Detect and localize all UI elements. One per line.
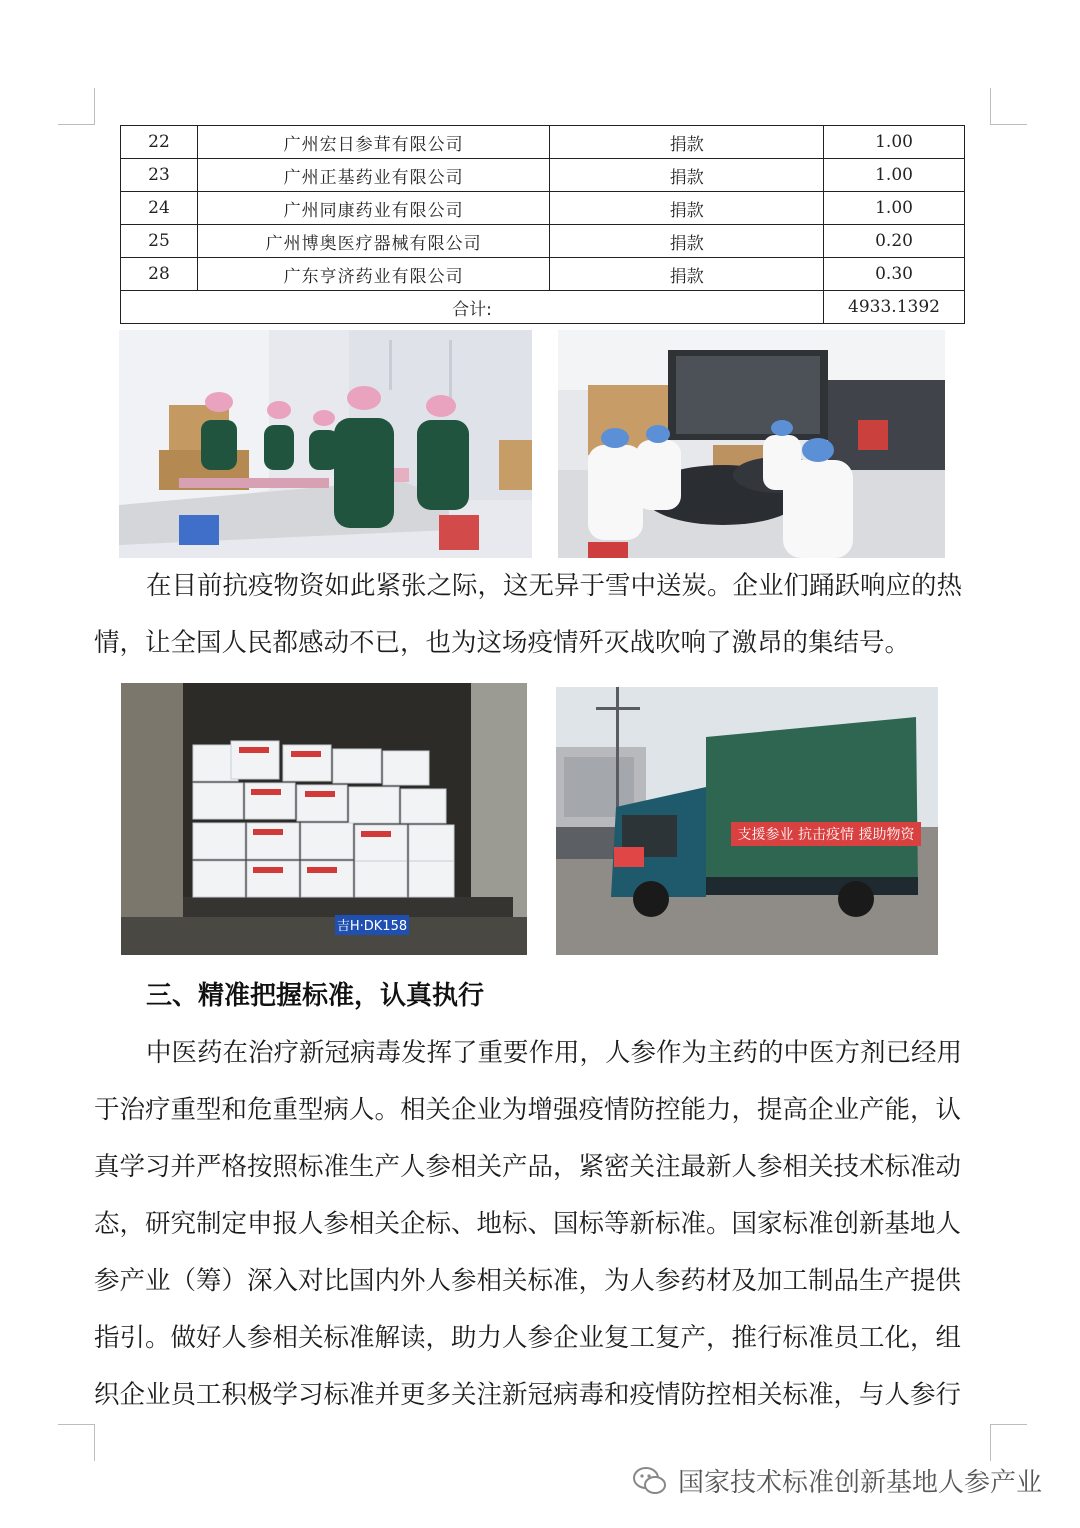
- paragraph-line: 真学习并严格按照标准生产人参相关产品，紧密关注最新人参相关技术标准动: [94, 1152, 962, 1182]
- crop-mark-top-right: [990, 88, 1027, 125]
- table-total-row: [121, 291, 965, 324]
- donation-table: [120, 125, 965, 324]
- donation-amount: 0.20: [824, 225, 965, 258]
- row-index: 28: [121, 258, 198, 291]
- account-name: 国家技术标准创新基地人参产业: [677, 1468, 1042, 1498]
- donation-type: 捐款: [550, 126, 824, 159]
- paragraph-line: 中医药在治疗新冠病毒发挥了重要作用，人参作为主药的中医方剂已经用: [146, 1038, 963, 1068]
- company-name: 广州宏日参茸有限公司: [197, 126, 550, 159]
- paragraph-line: 在目前抗疫物资如此紧张之际，这无异于雪中送炭。企业们踊跃响应的热: [146, 571, 963, 601]
- row-index: 22: [121, 126, 198, 159]
- paragraph-line: 情，让全国人民都感动不已，也为这场疫情歼灭战吹响了激昂的集结号。: [94, 628, 911, 658]
- crop-mark-bottom-left: [58, 1424, 95, 1461]
- company-name: 广州博奥医疗器械有限公司: [197, 225, 550, 258]
- photo-packing-green-workers: [119, 330, 532, 558]
- donation-amount: 1.00: [824, 126, 965, 159]
- total-value: 4933.1392: [824, 291, 965, 324]
- donation-type: 捐款: [550, 225, 824, 258]
- crop-mark-top-left: [58, 88, 95, 125]
- row-index: 23: [121, 159, 198, 192]
- company-name: 广州同康药业有限公司: [197, 192, 550, 225]
- table-row: [121, 192, 965, 225]
- crop-mark-bottom-right: [990, 1424, 1027, 1461]
- row-index: 24: [121, 192, 198, 225]
- donation-amount: 0.30: [824, 258, 965, 291]
- total-label: 合计:: [121, 291, 824, 324]
- paragraph-response: [94, 558, 990, 672]
- donation-amount: 1.00: [824, 192, 965, 225]
- table-row: [121, 258, 965, 291]
- photo-green-truck: [556, 687, 938, 955]
- paragraph-line: 于治疗重型和危重型病人。相关企业为增强疫情防控能力，提高企业产能，认: [94, 1095, 962, 1125]
- row-index: 25: [121, 225, 198, 258]
- table-row: [121, 159, 965, 192]
- donation-type: 捐款: [550, 159, 824, 192]
- paragraph-standards: [94, 1025, 990, 1424]
- company-name: 广州正基药业有限公司: [197, 159, 550, 192]
- photo-sorting-white-workers: [558, 330, 945, 558]
- photo-truck-cargo: [121, 683, 527, 955]
- donation-type: 捐款: [550, 258, 824, 291]
- truck-banner: 支援参业 抗击疫情 援助物资: [737, 827, 915, 843]
- wechat-icon: [632, 1466, 668, 1496]
- donation-amount: 1.00: [824, 159, 965, 192]
- company-name: 广东亨济药业有限公司: [197, 258, 550, 291]
- donation-type: 捐款: [550, 192, 824, 225]
- paragraph-line: 态，研究制定申报人参相关企标、地标、国标等新标准。国家标准创新基地人: [94, 1209, 962, 1239]
- table-row: [121, 225, 965, 258]
- paragraph-line: 织企业员工积极学习标准并更多关注新冠病毒和疫情防控相关标准，与人参行: [94, 1380, 962, 1410]
- truck-plate: 吉H·DK158: [336, 919, 408, 934]
- section-heading: 三、精准把握标准，认真执行: [146, 981, 485, 1011]
- paragraph-line: 参产业（筹）深入对比国内外人参相关标准，为人参药材及加工制品生产提供: [94, 1266, 962, 1296]
- paragraph-line: 指引。做好人参相关标准解读，助力人参企业复工复产，推行标准员工化，组: [94, 1323, 962, 1353]
- footer-watermark: [632, 1462, 1042, 1499]
- table-row: [121, 126, 965, 159]
